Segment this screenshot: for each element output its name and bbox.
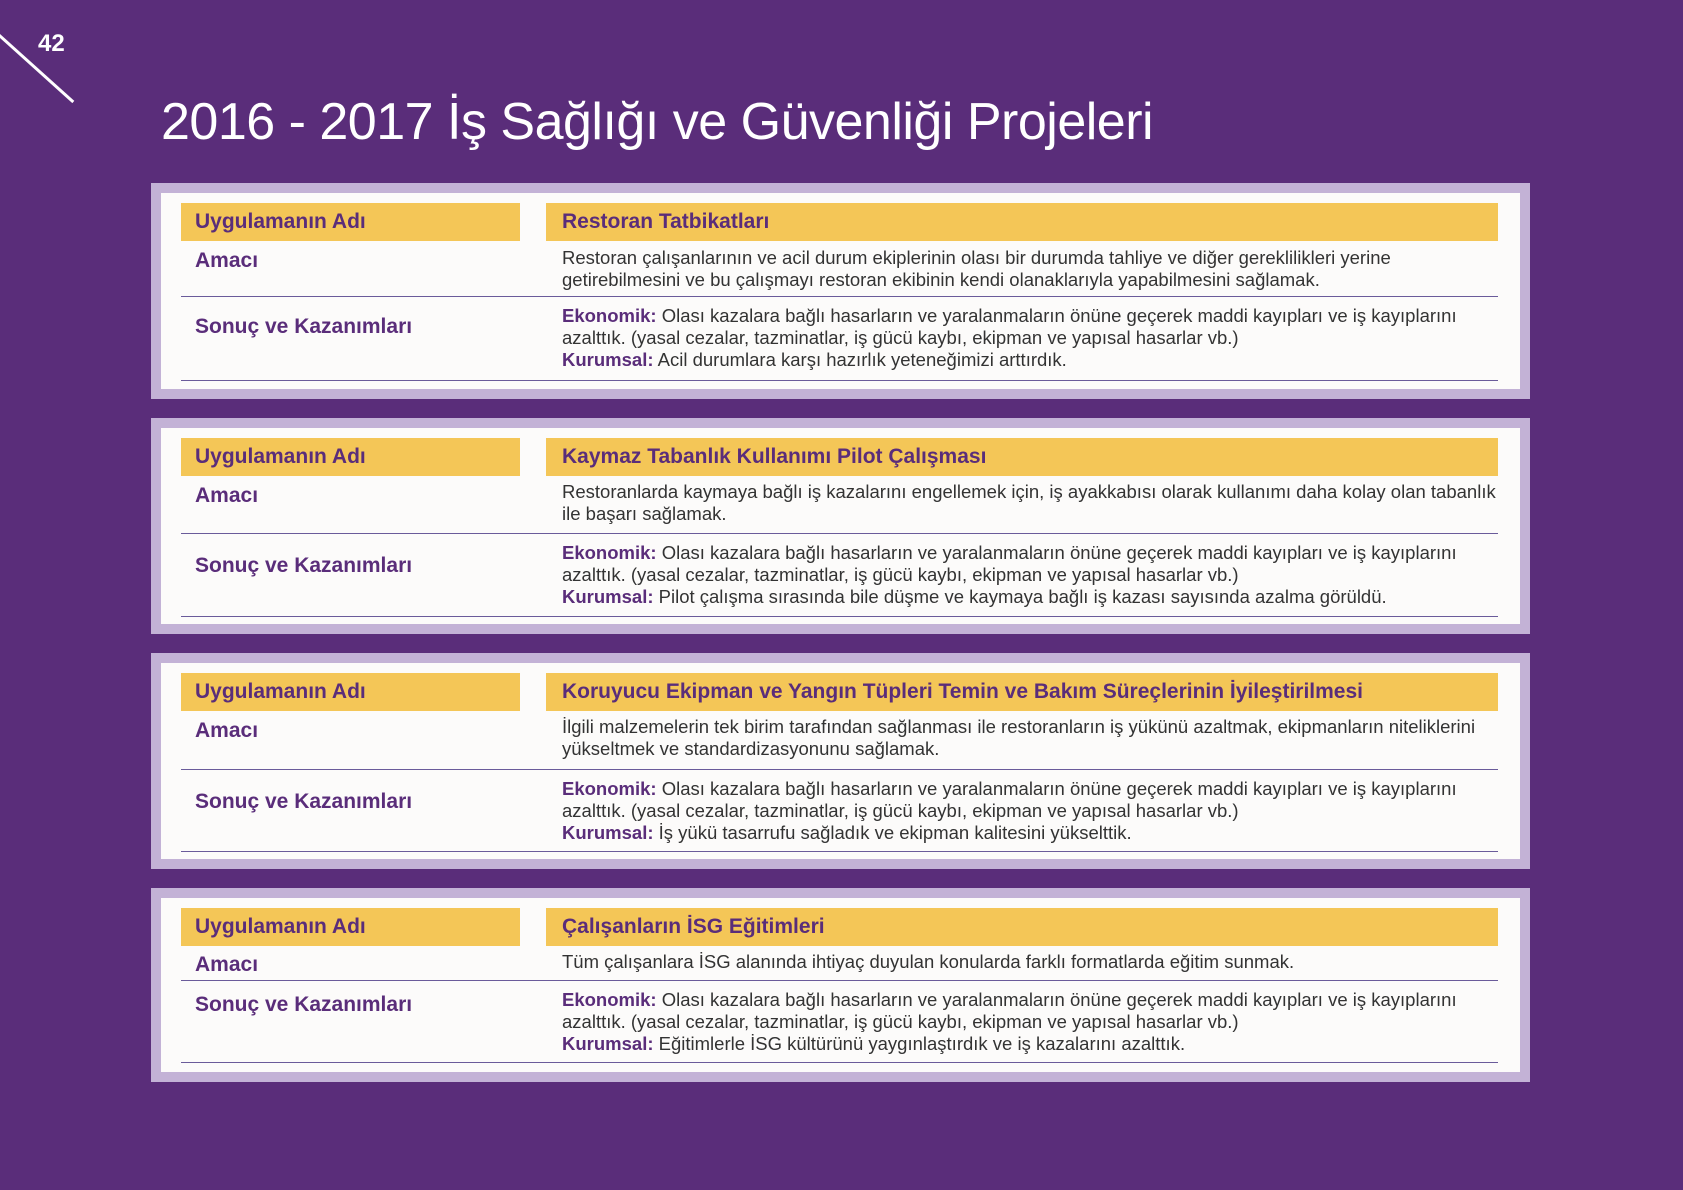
project-name: Koruyucu Ekipman ve Yangın Tüpleri Temin ve Bakım Süreçlerinin İyileştirilmesi xyxy=(546,673,1498,711)
results-text xyxy=(546,770,1498,851)
economic-text: Olası kazalara bağlı hasarların ve yaralanmaların önüne geçerek maddi kayıpları ve iş kayıplarını azalttık. (yasal cezalar, tazminatlar, iş gücü kaybı, ekipman ve yapısal hasarlar vb.) xyxy=(562,989,1457,1032)
economic-label: Ekonomik: xyxy=(562,305,657,326)
purpose-text: Restoran çalışanlarının ve acil durum ekiplerinin olası bir durumda tahliye ve diğer gereklilikleri yerine getirebilmesini ve bu çalışmayı restoran ekibinin kendi olanaklarıyla yapabilmesini sağlamak. xyxy=(562,247,1391,290)
project-card xyxy=(151,418,1530,634)
purpose-label: Amacı xyxy=(195,484,259,507)
purpose-label: Amacı xyxy=(195,719,259,742)
name-label: Uygulamanın Adı xyxy=(181,908,520,946)
page-title: 2016 - 2017 İş Sağlığı ve Güvenliği Projeleri xyxy=(161,93,1154,151)
corporate-text: Pilot çalışma sırasında bile düşme ve kaymaya bağlı iş kazası sayısında azalma görüldü. xyxy=(658,586,1387,607)
results-label: Sonuç ve Kazanımları xyxy=(195,554,413,577)
economic-text: Olası kazalara bağlı hasarların ve yaralanmaların önüne geçerek maddi kayıpları ve iş kayıplarını azalttık. (yasal cezalar, tazminatlar, iş gücü kaybı, ekipman ve yapısal hasarlar vb.) xyxy=(562,778,1457,821)
corporate-text: İş yükü tasarrufu sağladık ve ekipman kalitesini yükselttik. xyxy=(658,822,1132,843)
name-label: Uygulamanın Adı xyxy=(181,438,520,476)
results-text xyxy=(546,534,1498,616)
project-name: Kaymaz Tabanlık Kullanımı Pilot Çalışması xyxy=(546,438,1498,476)
results-text xyxy=(546,297,1498,380)
corporate-label: Kurumsal: xyxy=(562,822,654,843)
project-card xyxy=(151,888,1530,1082)
project-card xyxy=(151,183,1530,399)
economic-text: Olası kazalara bağlı hasarların ve yaralanmaların önüne geçerek maddi kayıpları ve iş kayıplarını azalttık. (yasal cezalar, tazminatlar, iş gücü kaybı, ekipman ve yapısal hasarlar vb.) xyxy=(562,305,1457,348)
purpose-text: Restoranlarda kaymaya bağlı iş kazalarını engellemek için, iş ayakkabısı olarak kullanımı daha kolay olan tabanlık ile başarı sağlamak. xyxy=(562,481,1496,524)
purpose-label: Amacı xyxy=(195,953,259,976)
name-label: Uygulamanın Adı xyxy=(181,203,520,241)
project-card xyxy=(151,653,1530,869)
purpose-text: İlgili malzemelerin tek birim tarafından sağlanması ile restoranların iş yükünü azaltmak, ekipmanların niteliklerini yükseltmek ve standardizasyonunu sağlamak. xyxy=(562,716,1476,759)
results-label: Sonuç ve Kazanımları xyxy=(195,315,413,338)
corporate-text: Acil durumlara karşı hazırlık yeteneğimizi arttırdık. xyxy=(657,349,1067,370)
project-name: Restoran Tatbikatları xyxy=(546,203,1498,241)
economic-label: Ekonomik: xyxy=(562,542,657,563)
results-label: Sonuç ve Kazanımları xyxy=(195,993,413,1016)
economic-label: Ekonomik: xyxy=(562,989,657,1010)
results-label: Sonuç ve Kazanımları xyxy=(195,790,413,813)
name-label: Uygulamanın Adı xyxy=(181,673,520,711)
corporate-text: Eğitimlerle İSG kültürünü yaygınlaştırdık ve iş kazalarını azalttık. xyxy=(658,1033,1186,1054)
purpose-label: Amacı xyxy=(195,249,259,272)
project-name: Çalışanların İSG Eğitimleri xyxy=(546,908,1498,946)
purpose-text: Tüm çalışanlara İSG alanında ihtiyaç duyulan konularda farklı formatlarda eğitim sunmak. xyxy=(562,951,1295,972)
corporate-label: Kurumsal: xyxy=(562,586,654,607)
corporate-label: Kurumsal: xyxy=(562,349,654,370)
page-number: 42 xyxy=(38,30,65,57)
economic-label: Ekonomik: xyxy=(562,778,657,799)
economic-text: Olası kazalara bağlı hasarların ve yaralanmaların önüne geçerek maddi kayıpları ve iş kayıplarını azalttık. (yasal cezalar, tazminatlar, iş gücü kaybı, ekipman ve yapısal hasarlar vb.) xyxy=(562,542,1457,585)
results-text xyxy=(546,981,1498,1062)
corporate-label: Kurumsal: xyxy=(562,1033,654,1054)
